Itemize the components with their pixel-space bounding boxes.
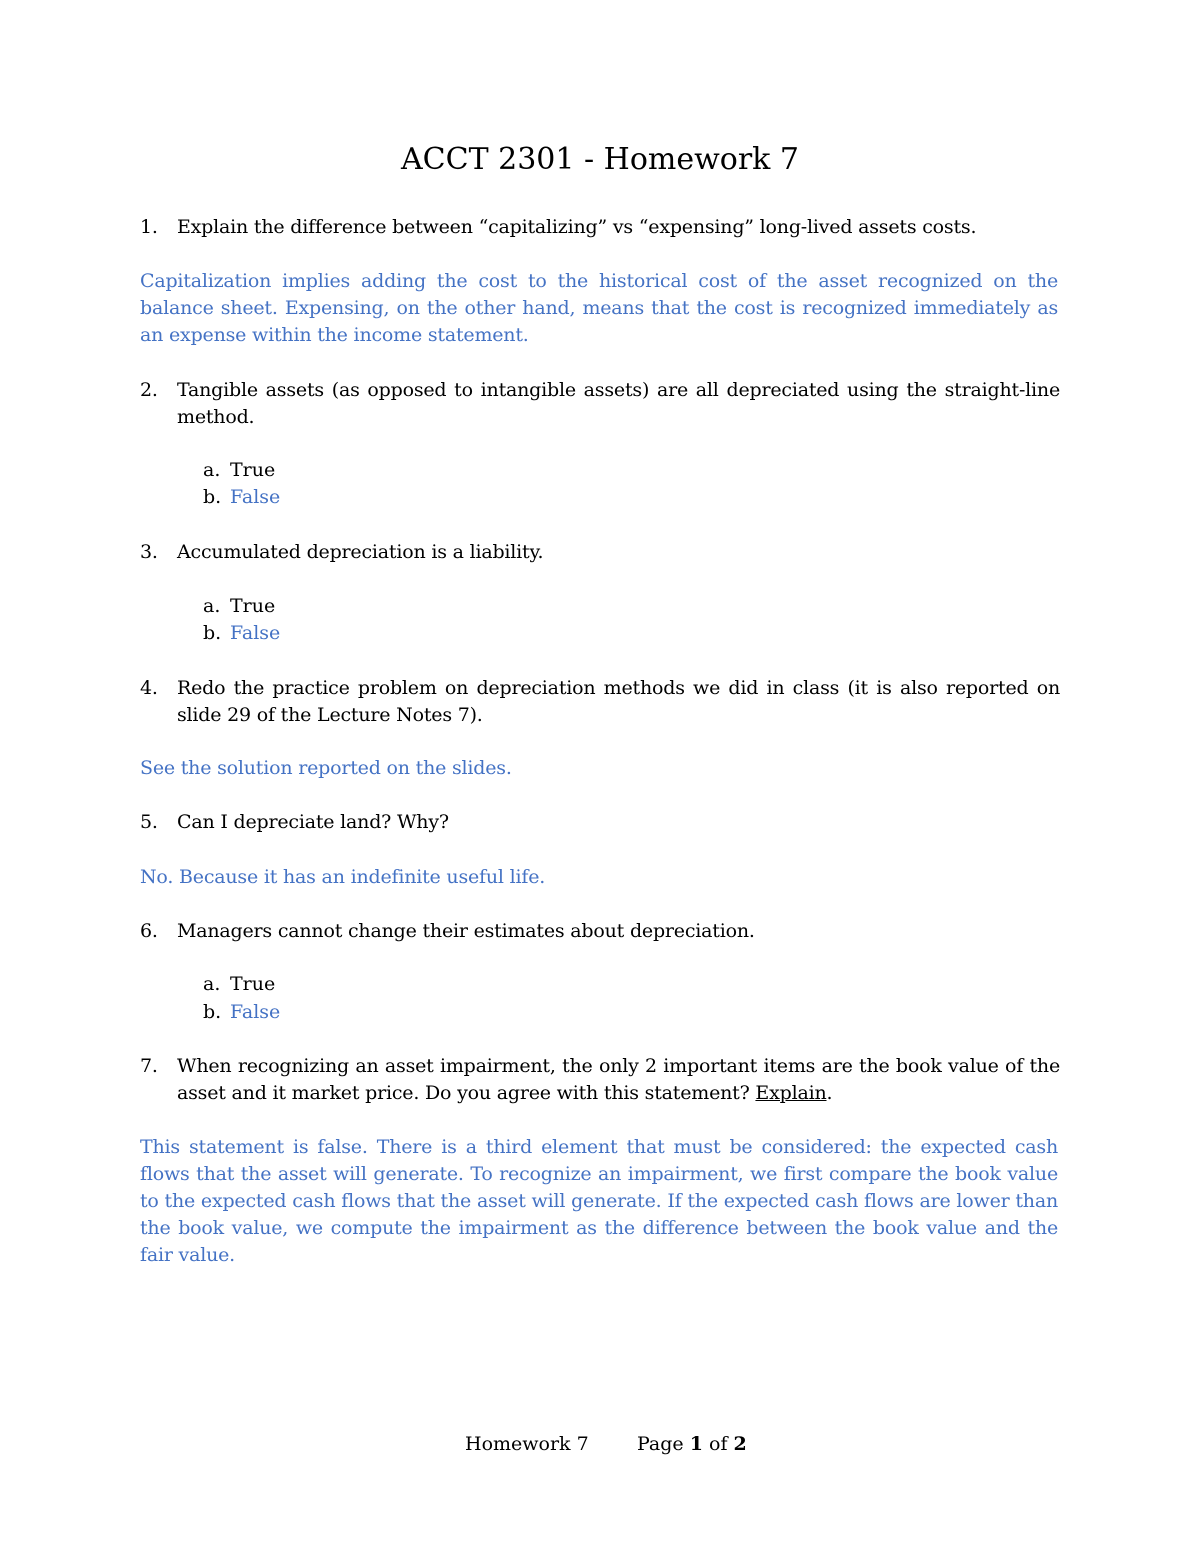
option-letter: b. bbox=[203, 1001, 222, 1023]
question-3-option-b bbox=[203, 620, 280, 647]
question-4 bbox=[140, 675, 1060, 729]
option-letter: a. bbox=[203, 595, 221, 617]
question-number: 4. bbox=[140, 677, 158, 699]
footer-page-number bbox=[637, 1431, 747, 1458]
option-letter: b. bbox=[203, 486, 222, 508]
question-3-option-a bbox=[203, 593, 275, 620]
question-2-option-b bbox=[203, 484, 280, 511]
question-6-option-b bbox=[203, 999, 280, 1026]
question-text-end: . bbox=[826, 1082, 833, 1104]
question-text-main: When recognizing an asset impairment, the only 2 important items are the book value of the asset and it market price. Do you agree with this statement? bbox=[177, 1055, 1060, 1104]
question-text: Explain the difference between “capitalizing” vs “expensing” long-lived assets costs. bbox=[177, 216, 977, 238]
question-5 bbox=[140, 809, 1060, 836]
option-label-correct: False bbox=[230, 622, 281, 644]
question-1 bbox=[140, 214, 1060, 241]
question-number: 6. bbox=[140, 920, 158, 942]
question-text bbox=[177, 1053, 1060, 1107]
explain-underlined: Explain bbox=[755, 1082, 827, 1104]
question-number: 5. bbox=[140, 811, 158, 833]
option-letter: a. bbox=[203, 459, 221, 481]
footer-page-total: 2 bbox=[733, 1433, 747, 1455]
answer-7: This statement is false. There is a third element that must be considered: the expected cash flows that the asset will generate. To recognize an impairment, we first compare the book value to the expected cash flows that the asset will generate. If the expected cash flows are lower than the book value, we compute the impairment as the difference between the book value and the fair value. bbox=[140, 1136, 1058, 1266]
question-number: 3. bbox=[140, 541, 158, 563]
question-6 bbox=[140, 918, 1060, 945]
question-number: 2. bbox=[140, 379, 158, 401]
option-letter: b. bbox=[203, 622, 222, 644]
question-text: Accumulated depreciation is a liability. bbox=[177, 541, 544, 563]
question-number: 7. bbox=[140, 1055, 158, 1077]
answer-1: Capitalization implies adding the cost to the historical cost of the asset recognized on the balance sheet. Expensing, on the other hand, means that the cost is recognized immediately as an expense within the income statement. bbox=[140, 270, 1058, 346]
answer-4: See the solution reported on the slides. bbox=[140, 757, 512, 779]
option-label: True bbox=[230, 459, 276, 481]
option-label: True bbox=[230, 595, 276, 617]
question-text: Redo the practice problem on depreciation methods we did in class (it is also reported on slide 29 of the Lecture Notes 7). bbox=[177, 677, 1060, 726]
question-6-option-a bbox=[203, 971, 275, 998]
question-number: 1. bbox=[140, 216, 158, 238]
footer-page-of: of bbox=[709, 1433, 728, 1455]
answer-5: No. Because it has an indefinite useful life. bbox=[140, 866, 546, 888]
option-label-correct: False bbox=[230, 486, 281, 508]
footer-label: Homework 7 bbox=[465, 1433, 589, 1455]
question-3 bbox=[140, 539, 1060, 566]
question-text: Can I depreciate land? Why? bbox=[177, 811, 449, 833]
question-2 bbox=[140, 377, 1060, 431]
footer-page-current: 1 bbox=[689, 1433, 703, 1455]
question-2-option-a bbox=[203, 457, 275, 484]
question-text: Tangible assets (as opposed to intangible assets) are all depreciated using the straight-line method. bbox=[177, 379, 1060, 428]
footer-page-word: Page bbox=[637, 1433, 684, 1455]
question-7 bbox=[140, 1053, 1060, 1107]
option-label: True bbox=[230, 973, 276, 995]
option-label-correct: False bbox=[230, 1001, 281, 1023]
question-text: Managers cannot change their estimates about depreciation. bbox=[177, 920, 755, 942]
option-letter: a. bbox=[203, 973, 221, 995]
page-title: ACCT 2301 - Homework 7 bbox=[401, 142, 799, 177]
